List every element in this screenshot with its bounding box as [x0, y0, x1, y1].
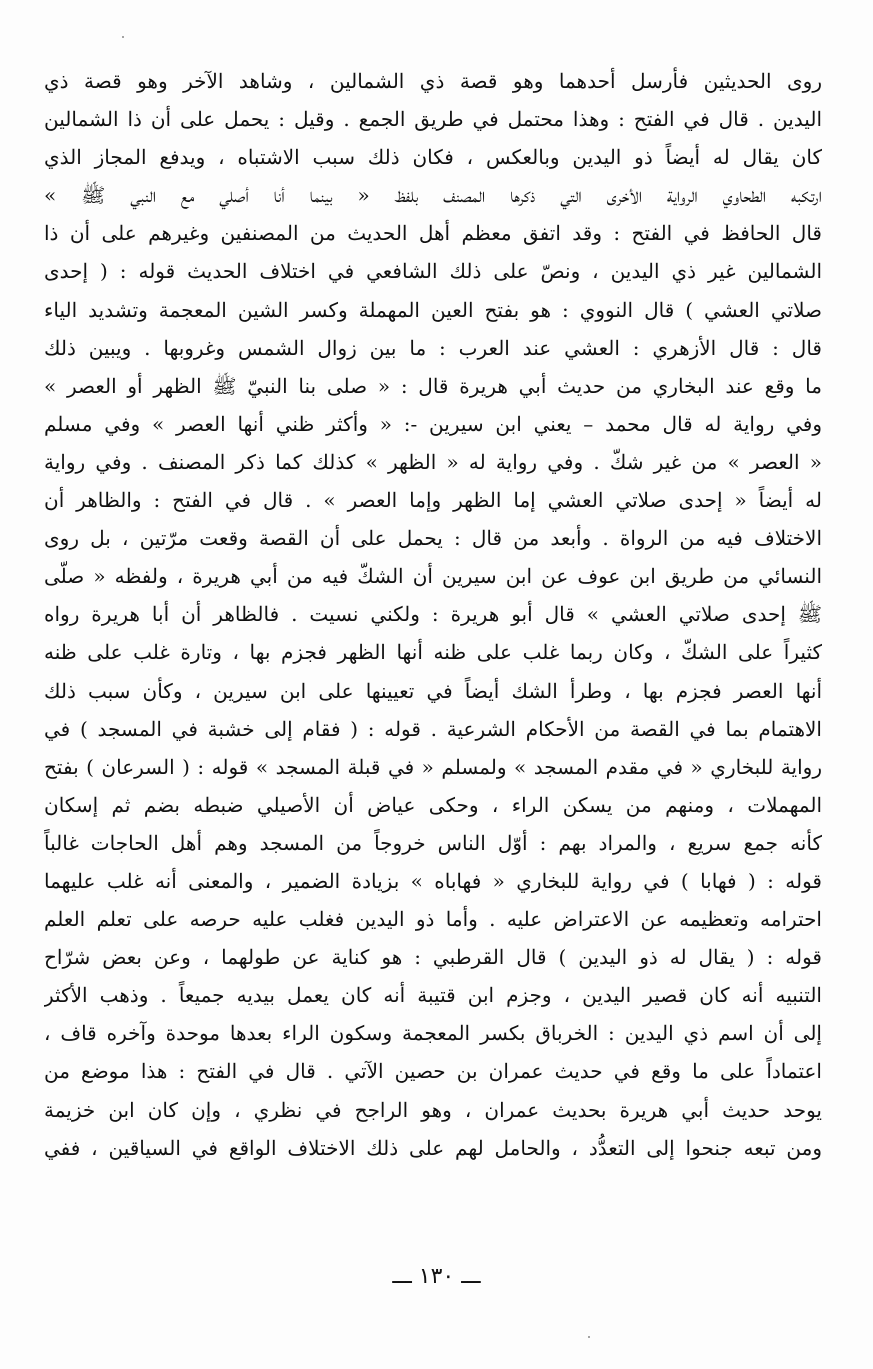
text-line: يوحد حديث أبي هريرة بحديث عمران ، وهو الراجح في نظري ، وإن كان ابن خزيمة: [44, 1097, 822, 1122]
text-line: اعتماداً على ما وقع في حديث عمران بن حصين الآتي . قال في الفتح : هذا موضع من: [44, 1059, 822, 1084]
text-line: كان يقال له أيضاً ذو اليدين وبالعكس ، فكان ذلك سبب الاشتباه ، ويدفع المجاز الذي: [44, 145, 822, 170]
text-line: صلاتي العشي ) قال النووي : هو بفتح العين المهملة وكسر الشين المعجمة وتشديد الياء: [44, 297, 822, 322]
text-line: ومن تبعه جنحوا إلى التعدُّد ، والحامل لهم على ذلك الاختلاف الواقع في السياقين ، ففي: [44, 1135, 822, 1160]
text-line: المهملات ، ومنهم من يسكن الراء ، وحكى عياض أن الأصيلي ضبطه بضم ثم إسكان: [44, 792, 822, 817]
text-line: « العصر » من غير شكّ . وفي رواية له « الظهر » كذلك كما ذكر المصنف . وفي رواية: [44, 449, 822, 474]
text-line: روى الحديثين فأرسل أحدهما وهو قصة ذي الشمالين ، وشاهد الآخر وهو قصة ذي: [44, 69, 822, 93]
text-line: رواية للبخاري « في مقدم المسجد » ولمسلم « في قبلة المسجد » قوله : ( السرعان ) بفتح: [44, 754, 822, 779]
text-line: الاختلاف فيه من الرواة . وأبعد من قال : يحمل على أن القصة وقعت مرّتين ، بل روى: [44, 526, 822, 551]
text-line: له أيضاً « إحدى صلاتي العشي إما الظهر وإما العصر » . قال في الفتح : والظاهر أن: [44, 488, 822, 513]
text-line: التنبيه أنه كان قصير اليدين ، وجزم ابن قتيبة أنه كان يعمل بيديه جميعاً . وذهب الأكثر: [44, 983, 822, 1008]
text-line: كأنه جمع سريع ، والمراد بهم : أوّل الناس خروجاً من المسجد وهم أهل الحاجات غالباً: [44, 830, 822, 855]
text-line: كثيراً على الشكّ ، وكان ربما غلب على ظنه أنها الظهر فجزم بها ، وتارة غلب على ظنه: [44, 640, 822, 665]
text-line: قوله : ( يقال له ذو اليدين ) قال القرطبي : هو كناية عن طولهما ، وعن بعض شرّاح: [44, 945, 822, 970]
text-line: احترامه وتعظيمه عن الاعتراض عليه . وأما ذو اليدين فغلب عليه حرصه على تعلم العلم: [44, 907, 822, 932]
text-line: قال : قال الأزهري : العشي عند العرب : ما بين زوال الشمس وغروبها . ويبين ذلك: [44, 335, 822, 360]
page-number: ـــ ١٣٠ ـــ: [392, 1264, 481, 1289]
scan-speck: [588, 1336, 590, 1338]
text-line: الاهتمام بما في القصة من الأحكام الشرعية . قوله : ( فقام إلى خشبة في المسجد ) في: [44, 716, 822, 741]
text-line: اليدين . قال في الفتح : وهذا محتمل في طريق الجمع . وقيل : يحمل على أن ذا الشمالين: [44, 107, 822, 132]
scan-speck: [122, 36, 124, 38]
text-line: إلى أن اسم ذي اليدين : الخرباق بكسر المعجمة وسكون الراء بعدها موحدة وآخره قاف ،: [44, 1021, 822, 1046]
text-line: الشمالين غير ذي اليدين ، ونصّ على ذلك الشافعي في اختلاف الحديث قوله : ( إحدى: [44, 259, 822, 284]
text-line: ارتكبه الطحاوي الرواية الأخرى التي ذكرها المصنف بلفظ « بينما أنا أصلي مع النبي ﷺ »: [44, 183, 822, 208]
text-line: ﷺ إحدى صلاتي العشي » قال أبو هريرة : ولكني نسيت . فالظاهر أن أبا هريرة رواه: [44, 602, 822, 627]
text-line: قوله : ( فهابا ) في رواية للبخاري « فهاباه » بزيادة الضمير ، والمعنى أنه غلب عليهما: [44, 868, 822, 893]
text-line: قال الحافظ في الفتح : وقد اتفق معظم أهل الحديث من المصنفين وغيرهم على أن ذا: [44, 221, 822, 246]
text-line: النسائي من طريق ابن عوف عن ابن سيرين أن الشكّ فيه من أبي هريرة ، ولفظه « صلّى: [44, 564, 822, 589]
text-line: وفي رواية له قال محمد – يعني ابن سيرين -: « وأكثر ظني أنها العصر » وفي مسلم: [44, 411, 822, 436]
body-text: [44, 62, 822, 1167]
text-line: ما وقع عند البخاري من حديث أبي هريرة قال : « صلى بنا النبيّ ﷺ الظهر أو العصر »: [44, 373, 822, 398]
text-line: أنها العصر فجزم بها ، وطرأ الشك أيضاً في تعيينها على ابن سيرين ، وكأن سبب ذلك: [44, 678, 822, 703]
